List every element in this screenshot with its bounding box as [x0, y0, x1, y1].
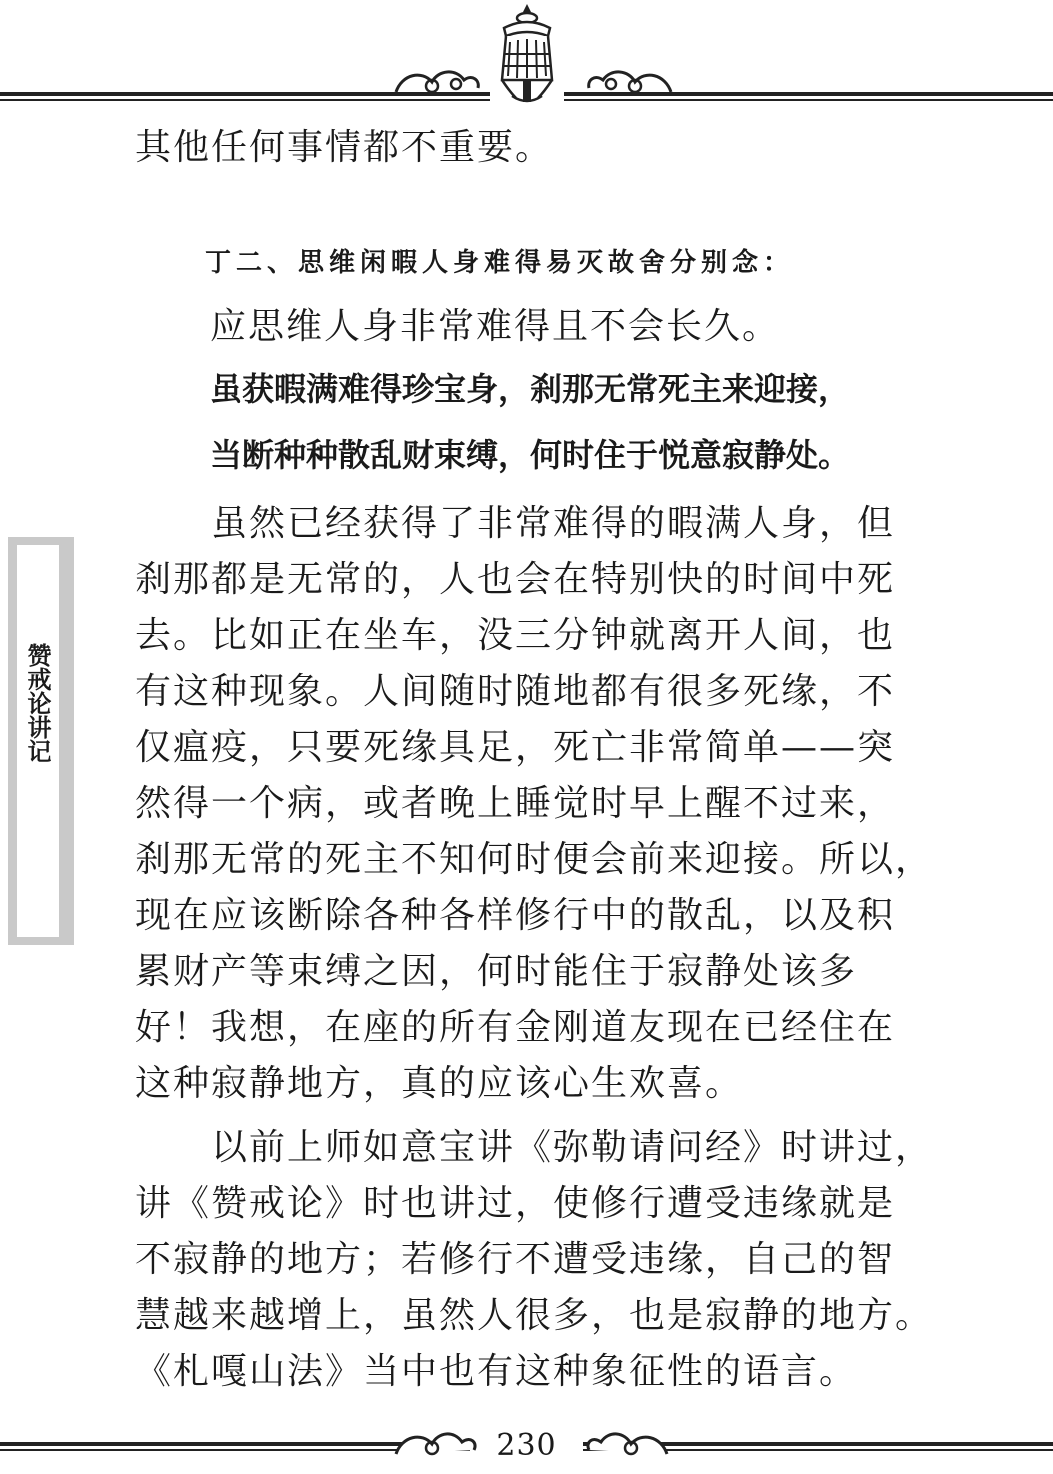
root-text: 应思维人身非常难得且不会长久。	[210, 306, 781, 347]
paragraph-line: 以前上师如意宝讲《弥勒请问经》时讲过，	[135, 1127, 934, 1168]
page-number: 230	[496, 1428, 557, 1463]
section-heading: 丁二、思维闲暇人身难得易灭故舍分别念：	[205, 248, 795, 278]
verse-line: 当断种种散乱财束缚，何时住于悦意寂静处。	[210, 436, 851, 474]
paragraph-line: 刹那无常的死主不知何时便会前来迎接。所以，	[135, 839, 934, 880]
victory-banner-icon	[490, 2, 564, 108]
paragraph-line: 去。比如正在坐车，没三分钟就离开人间，也	[135, 615, 896, 656]
paragraph-line: 讲《赞戒论》时也讲过，使修行遭受违缘就是	[135, 1183, 896, 1224]
paragraph-line: 慧越来越增上，虽然人很多，也是寂静的地方。	[135, 1295, 934, 1336]
verse-line: 虽获暇满难得珍宝身，刹那无常死主来迎接，	[210, 370, 851, 408]
paragraph-line: 《札嘎山法》当中也有这种象征性的语言。	[135, 1351, 858, 1392]
paragraph-line: 这种寂静地方，真的应该心生欢喜。	[135, 1063, 744, 1104]
auspicious-cloud-icon	[585, 64, 675, 98]
paragraph-line: 然得一个病，或者晚上睡觉时早上醒不过来，	[135, 783, 896, 824]
paragraph-line: 不寂静的地方；若修行不遭受违缘，自己的智	[135, 1239, 896, 1280]
auspicious-cloud-icon	[392, 64, 482, 98]
commentary-paragraph	[135, 1120, 934, 1400]
side-tab-inner	[17, 545, 59, 937]
paragraph-line: 虽然已经获得了非常难得的暇满人身，但	[135, 503, 896, 544]
paragraph-line: 好！我想，在座的所有金刚道友现在已经住在	[135, 1007, 896, 1048]
header-ornament-frame	[0, 0, 1053, 110]
book-title-vertical: 赞戒论讲记	[23, 643, 52, 763]
book-title-side-tab	[8, 537, 74, 945]
paragraph-line: 现在应该断除各种各样修行中的散乱，以及积	[135, 895, 896, 936]
continuation-text: 其他任何事情都不重要。	[135, 127, 554, 168]
paragraph-line: 仅瘟疫，只要死缘具足，死亡非常简单——突	[135, 727, 896, 768]
paragraph-line: 累财产等束缚之因，何时能住于寂静处该多	[135, 951, 858, 992]
paragraph-line: 有这种现象。人间随时随地都有很多死缘，不	[135, 671, 896, 712]
commentary-paragraph	[135, 496, 934, 1112]
paragraph-line: 刹那都是无常的，人也会在特别快的时间中死	[135, 559, 896, 600]
